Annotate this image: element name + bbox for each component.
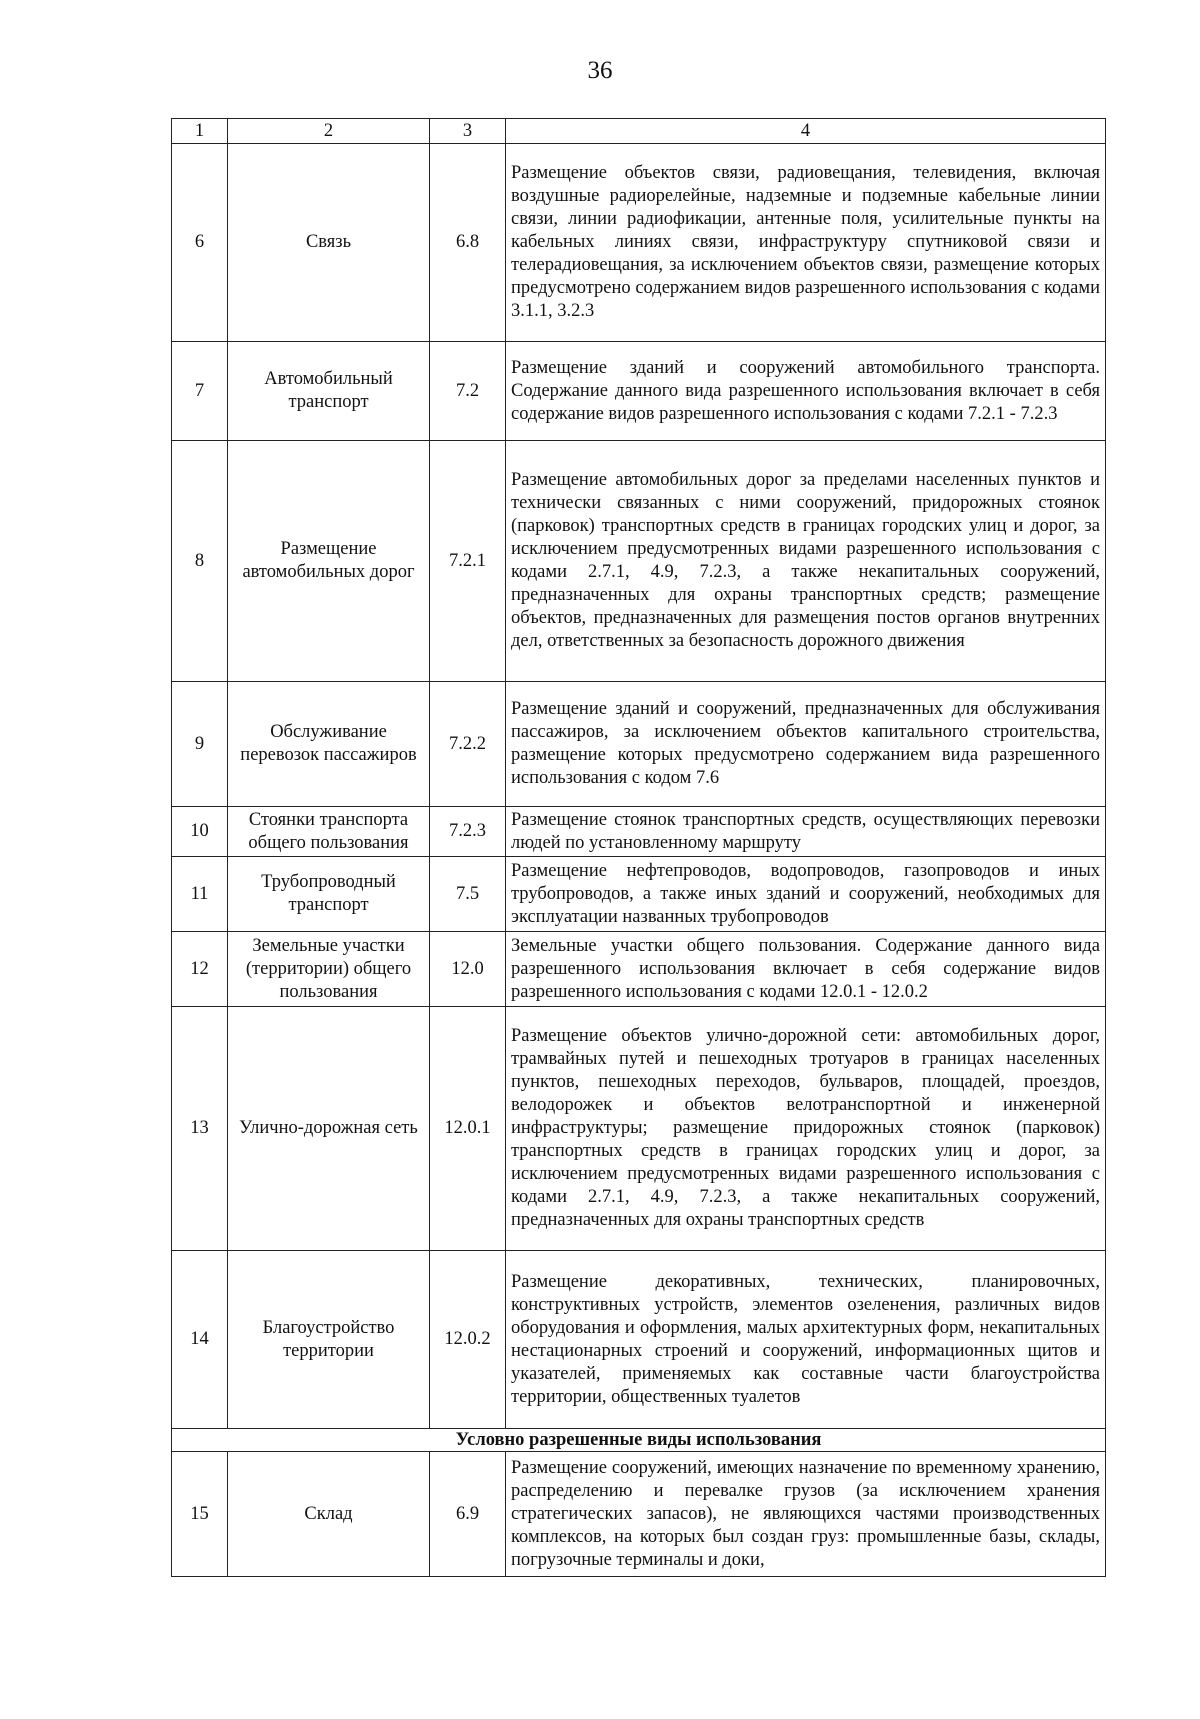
land-use-table	[171, 118, 1106, 1577]
row-number: 10	[172, 807, 228, 857]
use-type-name: Благоустройство территории	[228, 1251, 430, 1429]
row-number: 11	[172, 857, 228, 932]
use-type-name: Трубопроводный транспорт	[228, 857, 430, 932]
row-number: 7	[172, 342, 228, 441]
use-type-name: Склад	[228, 1452, 430, 1577]
header-col-2: 2	[228, 119, 430, 144]
row-number: 13	[172, 1007, 228, 1251]
use-type-code: 7.2.2	[430, 682, 506, 807]
use-type-name: Связь	[228, 144, 430, 342]
row-number: 9	[172, 682, 228, 807]
use-type-name: Автомобильный транспорт	[228, 342, 430, 441]
use-type-description: Размещение сооружений, имеющих назначение по временному хранению, распределению и перевалке грузов (за исключением хранения стратегических запасов), не являющихся частями производственных комплексов, на которых был создан груз: промышленные базы, склады, погрузочные терминалы и доки,	[506, 1452, 1106, 1577]
use-type-code: 7.2.3	[430, 807, 506, 857]
table-row	[172, 807, 1106, 857]
table-row	[172, 441, 1106, 682]
use-type-description: Размещение нефтепроводов, водопроводов, газопроводов и иных трубопроводов, а также иных зданий и сооружений, необходимых для эксплуатации названных трубопроводов	[506, 857, 1106, 932]
use-type-code: 12.0	[430, 932, 506, 1007]
page-number: 36	[587, 57, 613, 84]
header-col-4: 4	[506, 119, 1106, 144]
table-row	[172, 932, 1106, 1007]
use-type-code: 12.0.2	[430, 1251, 506, 1429]
table-row	[172, 857, 1106, 932]
section-heading: Условно разрешенные виды использования	[172, 1429, 1106, 1452]
use-type-description: Размещение зданий и сооружений, предназначенных для обслуживания пассажиров, за исключением объектов капитального строительства, размещение которых предусмотрено содержанием вида разрешенного использования с кодом 7.6	[506, 682, 1106, 807]
use-type-description: Размещение зданий и сооружений автомобильного транспорта. Содержание данного вида разрешенного использования включает в себя содержание видов разрешенного использования с кодами 7.2.1 - 7.2.3	[506, 342, 1106, 441]
row-number: 15	[172, 1452, 228, 1577]
table-header-row	[172, 119, 1106, 144]
use-type-code: 12.0.1	[430, 1007, 506, 1251]
row-number: 8	[172, 441, 228, 682]
row-number: 14	[172, 1251, 228, 1429]
use-type-description: Земельные участки общего пользования. Содержание данного вида разрешенного использования включает в себя содержание видов разрешенного использования с кодами 12.0.1 - 12.0.2	[506, 932, 1106, 1007]
use-type-description: Размещение декоративных, технических, планировочных, конструктивных устройств, элементов озеленения, различных видов оборудования и оформления, малых архитектурных форм, некапитальных нестационарных строений и сооружений, информационных щитов и указателей, применяемых как составные части благоустройства территории, общественных туалетов	[506, 1251, 1106, 1429]
use-type-code: 7.5	[430, 857, 506, 932]
table-row	[172, 1452, 1106, 1577]
use-type-description: Размещение объектов связи, радиовещания, телевидения, включая воздушные радиорелейные, надземные и подземные кабельные линии связи, линии радиофикации, антенные поля, усилительные пункты на кабельных линиях связи, инфраструктуру спутниковой связи и телерадиовещания, за исключением объектов связи, размещение которых предусмотрено содержанием видов разрешенного использования с кодами 3.1.1, 3.2.3	[506, 144, 1106, 342]
use-type-name: Обслуживание перевозок пассажиров	[228, 682, 430, 807]
table-row	[172, 342, 1106, 441]
table-row	[172, 1007, 1106, 1251]
section-heading-row	[172, 1429, 1106, 1452]
header-col-1: 1	[172, 119, 228, 144]
header-col-3: 3	[430, 119, 506, 144]
use-type-code: 7.2.1	[430, 441, 506, 682]
use-type-name: Размещение автомобильных дорог	[228, 441, 430, 682]
table-row	[172, 682, 1106, 807]
table-row	[172, 1251, 1106, 1429]
use-type-name: Улично-дорожная сеть	[228, 1007, 430, 1251]
use-type-description: Размещение стоянок транспортных средств, осуществляющих перевозки людей по установленному маршруту	[506, 807, 1106, 857]
use-type-name: Стоянки транспорта общего пользования	[228, 807, 430, 857]
use-type-description: Размещение объектов улично-дорожной сети: автомобильных дорог, трамвайных путей и пешеходных тротуаров в границах населенных пунктов, пешеходных переходов, бульваров, площадей, проездов, велодорожек и объектов велотранспортной и инженерной инфраструктуры; размещение придорожных стоянок (парковок) транспортных средств в границах городских улиц и дорог, за исключением предусмотренных видами разрешенного использования с кодами 2.7.1, 4.9, 7.2.3, а также некапитальных сооружений, предназначенных для охраны транспортных средств	[506, 1007, 1106, 1251]
row-number: 6	[172, 144, 228, 342]
use-type-description: Размещение автомобильных дорог за пределами населенных пунктов и технически связанных с ними сооружений, придорожных стоянок (парковок) транспортных средств в границах городских улиц и дорог, за исключением предусмотренных видами разрешенного использования с кодами 2.7.1, 4.9, 7.2.3, а также некапитальных сооружений, предназначенных для охраны транспортных средств; размещение объектов, предназначенных для размещения постов органов внутренних дел, ответственных за безопасность дорожного движения	[506, 441, 1106, 682]
table-row	[172, 144, 1106, 342]
use-type-code: 6.9	[430, 1452, 506, 1577]
use-type-name: Земельные участки (территории) общего пользования	[228, 932, 430, 1007]
row-number: 12	[172, 932, 228, 1007]
use-type-code: 6.8	[430, 144, 506, 342]
use-type-code: 7.2	[430, 342, 506, 441]
